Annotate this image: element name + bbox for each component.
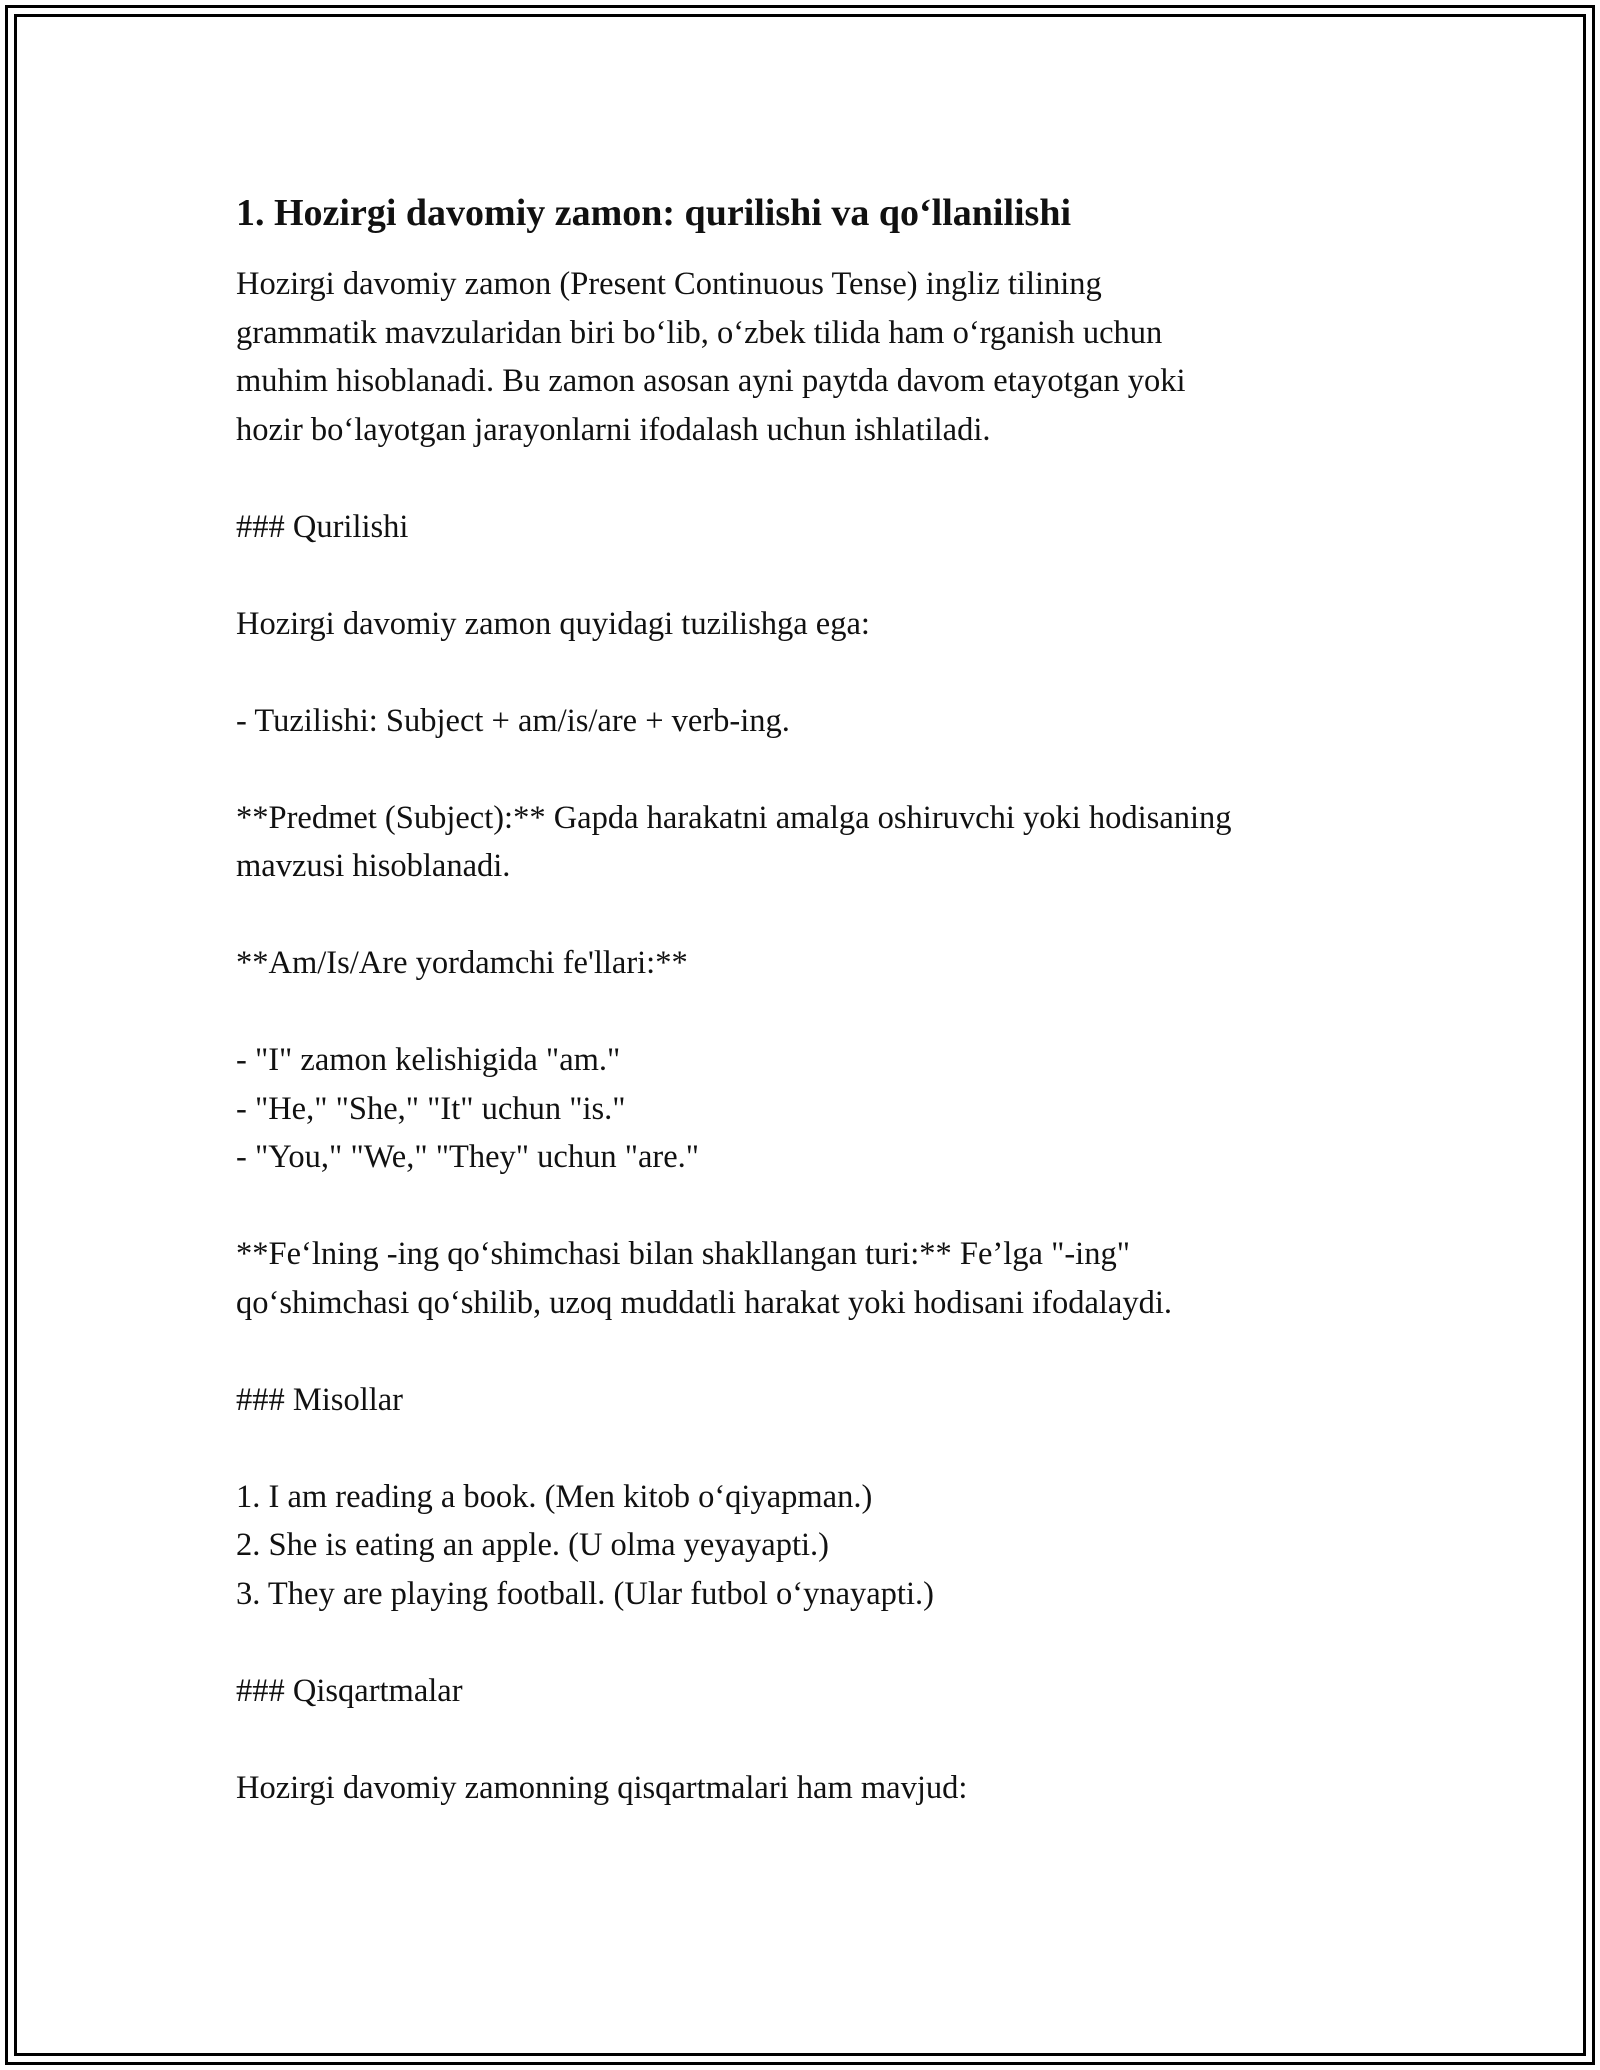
heading-qurilishi [236, 503, 1386, 552]
heading-misollar [236, 1376, 1386, 1425]
list-item: - "He," "She," "It" uchun "is." [236, 1090, 626, 1127]
list-item: - "I" zamon kelishigida "am." [236, 1042, 621, 1078]
intro-paragraph [236, 260, 1386, 454]
closing-text: Hozirgi davomiy zamonning qisqartmalari ham mavjud: [236, 1769, 968, 1806]
example-item: 3. They are playing football. (Ular futbol o‘ynayapti.) [236, 1575, 934, 1612]
closing-paragraph [236, 1764, 1386, 1813]
examples-list [236, 1473, 1386, 1619]
intro-line: grammatik mavzularidan biri bo‘lib, o‘zbek tilida ham o‘rganish uchun [236, 314, 1163, 351]
heading-qisqartmalar [236, 1667, 1386, 1716]
ing-line: **Fe‘lning -ing qo‘shimchasi bilan shakllangan turi:** Fe’lga "-ing" [236, 1236, 1130, 1272]
example-item: 1. I am reading a book. (Men kitob o‘qiyapman.) [236, 1478, 873, 1515]
auxiliary-list [236, 1036, 1386, 1182]
document-body [236, 186, 1386, 1861]
structure-intro [236, 600, 1386, 649]
heading-qisqartmalar-text: ### Qisqartmalar [236, 1672, 463, 1709]
predmet-line: mavzusi hisoblanadi. [236, 848, 511, 884]
ing-paragraph [236, 1230, 1386, 1327]
auxiliary-heading [236, 939, 1386, 988]
heading-qurilishi-text: ### Qurilishi [236, 508, 409, 545]
predmet-line: **Predmet (Subject):** Gapda harakatni amalga oshiruvchi yoki hodisaning [236, 799, 1232, 836]
intro-line: muhim hisoblanadi. Bu zamon asosan ayni paytda davom etayotgan yoki [236, 363, 1186, 399]
predmet-paragraph [236, 794, 1386, 891]
structure-formula [236, 697, 1386, 746]
structure-intro-text: Hozirgi davomiy zamon quyidagi tuzilishga ega: [236, 605, 870, 642]
structure-formula-text: - Tuzilishi: Subject + am/is/are + verb-ing. [236, 702, 790, 739]
intro-line: hozir bo‘layotgan jarayonlarni ifodalash uchun ishlatiladi. [236, 411, 991, 448]
list-item: - "You," "We," "They" uchun "are." [236, 1139, 700, 1175]
example-item: 2. She is eating an apple. (U olma yeyayapti.) [236, 1527, 829, 1563]
intro-line: Hozirgi davomiy zamon (Present Continuous Tense) ingliz tilining [236, 266, 1102, 302]
auxiliary-heading-text: **Am/Is/Are yordamchi fe'llari:** [236, 945, 688, 981]
heading-misollar-text: ### Misollar [236, 1381, 404, 1418]
ing-line: qo‘shimchasi qo‘shilib, uzoq muddatli harakat yoki hodisani ifodalaydi. [236, 1284, 1173, 1321]
document-title: 1. Hozirgi davomiy zamon: qurilishi va qo‘llanilishi [236, 192, 1072, 234]
